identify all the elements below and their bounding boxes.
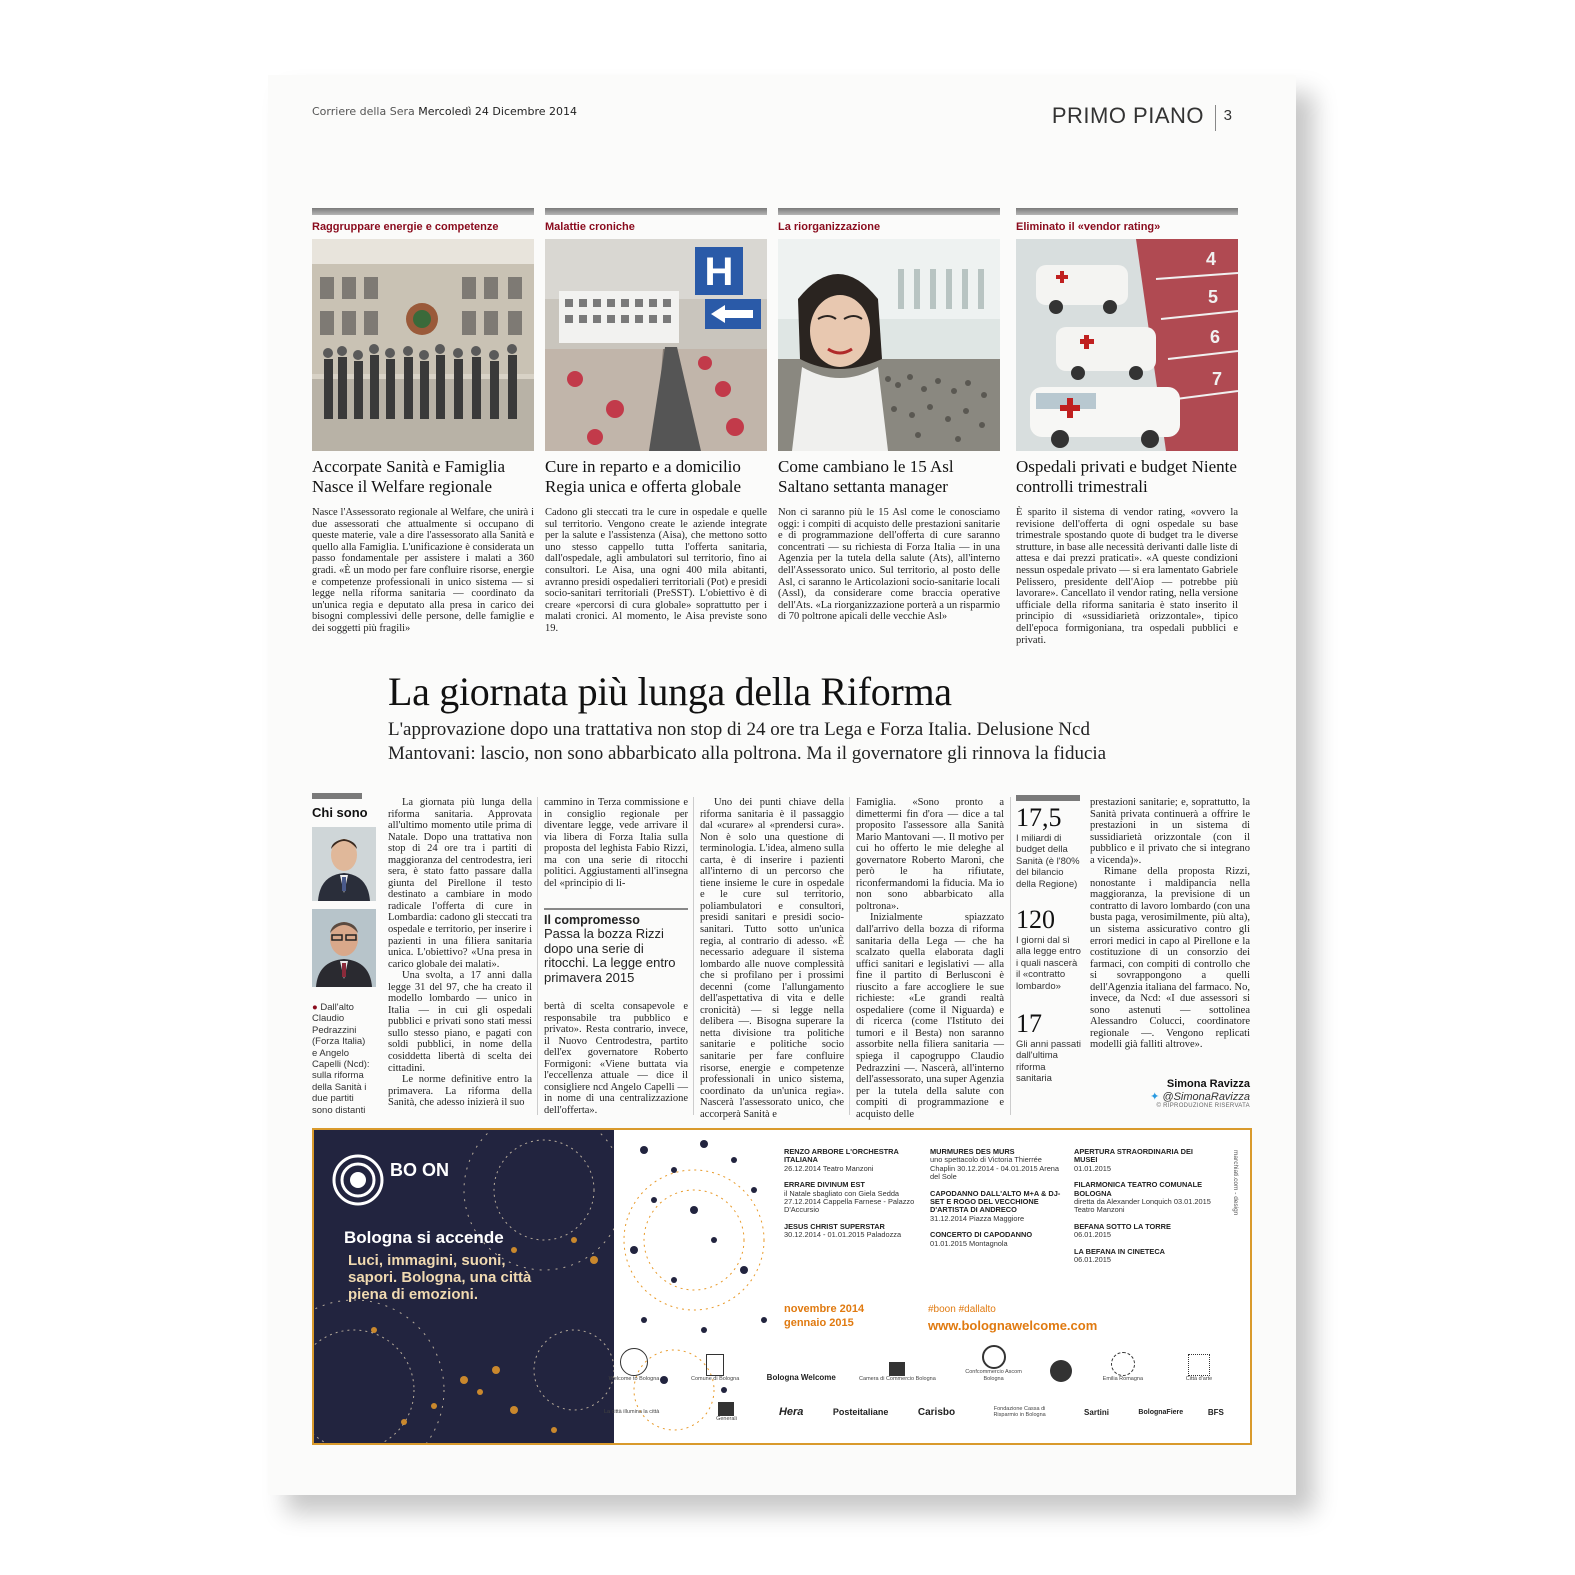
ad-subtitle: Luci, immagini, suoni, sapori. Bologna, una città piena di emozioni. <box>348 1252 532 1303</box>
column-bar <box>778 208 1000 215</box>
column-body: È sparito il sistema di vendor rating, «ovvero la revisione dell'offerta di ogni ospedale su base trimestrale spostando quote di budget tra le diverse strutture, in base alle necessità derivanti dalle liste di attesa e dai prezzi praticati». «A queste condizioni nessun ospedale privato — si era lamentato Gabriele Pelissero, presidente dell'Aiop — potrebbe più lavorare». Cancellato il vendor rating, nella versione ufficiale della riforma sanitaria è stato inserito il principio di «sussidiarietà orizzontale», tipico dell'epoca formigoniana, tra ospedali pubblici e privati. <box>1016 507 1238 646</box>
chi-sono-bar <box>312 793 362 799</box>
caption-text: Dall'alto Claudio Pedrazzini (Forza Italia) e Angelo Capelli (Ncd): sulla riforma della Sanità i due partiti sono distanti <box>312 1002 370 1116</box>
event-item <box>930 1190 1066 1224</box>
column-headline: Come cambiano le 15 Asl Saltano settanta manager <box>778 457 954 496</box>
author-name: Simona Ravizza <box>1166 1078 1250 1090</box>
svg-text:4: 4 <box>1206 249 1217 269</box>
ad-title: Bologna si accende <box>344 1228 504 1247</box>
event-title: CAPODANNO DALL'ALTO M+A & DJ-SET E ROGO DEL VECCHIONE D'ARTISTA DI ANDRECO <box>930 1188 1061 1215</box>
sponsor-logo <box>703 1402 749 1423</box>
column-divider <box>1010 797 1011 1115</box>
svg-text:5: 5 <box>1208 287 1219 307</box>
sponsor-name: Hera <box>778 1406 804 1418</box>
article-paragraph: Famiglia. «Sono pronto a dimettermi fin d'ora — dice a tal proposito l'assessore alla Sanità Mario Mantovani —. Il motivo per cui ho offerto le mie deleghe al governatore Roberto Maroni, che però le ha rifiutate, riconfermandomi la fiducia. Ma io non sono abbarbicato alla poltrona». <box>856 797 1004 912</box>
copyright-notice: © RIPRODUZIONE RISERVATA <box>1156 1103 1250 1109</box>
sponsor-name: Camera di Commercio Bologna <box>859 1375 936 1382</box>
figure-label: I miliardi di budget della Sanità (è l'80% del bilancio della Regione) <box>1016 833 1080 890</box>
article-paragraph: Le norme definitive entro la primavera. La riforma della Sanità, che adesso inizierà il suo <box>388 1074 532 1109</box>
sponsor-logo <box>1093 1352 1153 1383</box>
article-paragraph: bertà di scelta consapevole e responsabile tra pubblico e privato». Resta contrario, invece, il Nuovo Centrodestra, partito dell'ex governatore Roberto Formigoni: «Viene buttata via l'eccellenza attuale — dice il consigliere ncd Angelo Capelli — in nome di una centralizzazione dell'offerta». <box>544 1001 688 1116</box>
figure-label: Gli anni passati dall'ultima riforma sanitaria <box>1016 1039 1081 1085</box>
sponsor-name: Posteitaliane <box>832 1407 889 1417</box>
building-icon <box>889 1362 905 1376</box>
column-reorganization <box>778 208 1000 623</box>
portrait-capelli <box>312 909 376 987</box>
event-details: 06.01.2015 <box>1074 1230 1111 1240</box>
emblem-icon <box>620 1348 648 1376</box>
globe-logo-icon <box>1050 1360 1072 1382</box>
ad-url-link[interactable]: www.bolognawelcome.com <box>928 1318 1098 1333</box>
sponsor-name: Città d'arte <box>1185 1375 1213 1382</box>
newspaper-page <box>268 75 1296 1495</box>
twitter-bird-icon: ✦ <box>1150 1091 1160 1103</box>
article-column-3 <box>700 797 844 1120</box>
column-body: Nasce l'Assessorato regionale al Welfare, che unirà i due assessorati che attualmente si occupano di queste materie, vale a dire l'assessorato alla Sanità e quello alla Famiglia. L'unificazione è considerata un passo fondamentale per assistere i malati a 360 gradi. «È un modo per fare confluire risorse, energie e competenze professionali in unico sistema — si legge nella riforma sanitaria — coordinato da un'unica regia e deputato alla presa in carico dei bisogni complessivi delle persone, delle famiglie e dei soggetti più fragili» <box>312 507 534 634</box>
sponsor-name: Bologna Welcome <box>766 1373 836 1382</box>
box-text: Passa la bozza Rizzi dopo una serie di ritocchi. La legge entro primavera 2015 <box>544 926 676 985</box>
article-paragraph: Uno dei punti chiave della riforma sanitaria è il passaggio dal «curare» al «prendersi cura». Non è solo una questione di terminologia. L'idea, almeno sulla carta, è di inserire i pazienti all'interno di un percorso che tiene insieme le cure in ospedale e le cure sul territorio, poliambulatori e consultori, presidi sanitari e presidi socio-sanitari. Tutto sotto un'unica regia, al contrario di adesso. «È necessario adeguare il sistema lombardo alle nuove complessità che si profilano per i prossimi decenni (come l'allungamento dell'aspettativa di vita e delle cronicità) — si legge nella delibera —. Bisogna superare la netta divisione tra politiche sanitarie e politiche socio sanitarie per fare confluire risorse, energie e competenze professionali in unico sistema, coordinato da un'unica regia». Nascerà l'assessorato unico, che accorperà Sanità e <box>700 797 844 1120</box>
svg-text:H: H <box>704 250 734 294</box>
sponsor-name: BolognaFiere <box>1138 1408 1184 1416</box>
event-title: JESUS CHRIST SUPERSTAR <box>784 1221 885 1231</box>
key-figure <box>1016 803 1082 890</box>
column-divider <box>693 797 694 1115</box>
event-title: CONCERTO DI CAPODANNO <box>930 1230 1033 1240</box>
event-details: il Natale sbagliato con Giela Sedda 27.12.2014 Cappella Farnese - Palazzo D'Accursio <box>784 1188 915 1215</box>
sponsors-row-1 <box>604 1342 1224 1382</box>
event-item <box>1074 1248 1214 1265</box>
numbers-bar <box>1016 795 1080 801</box>
article-paragraph: Una svolta, a 17 anni dalla legge 31 del 97, che ha creato il modello lombardo — unico in Italia — in cui gli ospedali pubblici e privati sono stati messi sullo stesso piano, e pagati con soldi pubblici, in nome della cosiddetta libertà di scelta dei cittadini. <box>388 970 532 1074</box>
sponsor-name: Sartini <box>1084 1407 1109 1417</box>
photo-caption <box>312 1002 372 1116</box>
event-title: RENZO ARBORE L'ORCHESTRA ITALIANA <box>784 1147 899 1165</box>
column-divider <box>849 797 850 1115</box>
article-column-2 <box>544 797 688 889</box>
event-details: 01.01.2015 <box>1074 1163 1111 1173</box>
event-details: 06.01.2015 <box>1074 1255 1111 1265</box>
sponsor-name: Welcome to Bologna <box>608 1375 660 1382</box>
event-item <box>1074 1148 1214 1173</box>
column-headline: Accorpate Sanità e Famiglia Nasce il Welfare regionale <box>312 457 506 496</box>
event-item <box>930 1148 1066 1182</box>
column-body: Non ci saranno più le 15 Asl come le conosciamo oggi: i compiti di acquisto delle prestazioni sanitarie e di programmazione dell'offerta di cure saranno concentrati — su richiesta di Forza Italia — in una Agenzia per la tutela della salute (Ats), all'interno dell'Assessorato unico. Sul territorio, al posto delle Asl, ci saranno le Articolazioni socio-sanitarie locali (Assl), da considerare come braccia operative dell'Ats. «La riorganizzazione porterà a un risparmio di 70 poltrone apicali delle vecchie Asl» <box>778 507 1000 623</box>
crest-icon <box>706 1354 724 1376</box>
main-subtitle: L'approvazione dopo una trattativa non stop di 24 ore tra Lega e Forza Italia. Delusione Ncd Mantovani: lascio, non sono abbarbicato alla poltrona. Ma il governatore gli rinnova la fiducia <box>388 719 1107 764</box>
article-column-4 <box>856 797 1004 1120</box>
sponsor-logo <box>604 1348 664 1383</box>
sponsor-logo <box>959 1345 1029 1382</box>
photo-people-square <box>312 239 534 451</box>
article-column-1 <box>388 797 532 1109</box>
sponsor-name: La città illumina la città <box>604 1408 660 1415</box>
article-column-5 <box>1090 797 1250 1051</box>
event-title: LA BEFANA IN CINETECA <box>1074 1246 1166 1256</box>
event-item <box>784 1223 924 1240</box>
masthead <box>312 105 577 118</box>
event-details: 31.12.2014 Piazza Maggiore <box>930 1213 1025 1223</box>
event-item <box>784 1148 924 1173</box>
portrait-pedrazzini <box>312 827 376 901</box>
column-category: Raggruppare energie e competenze <box>312 221 499 233</box>
column-bar <box>545 208 767 215</box>
sponsor-name: Carisbo <box>917 1406 956 1418</box>
sponsor-name: Generali <box>716 1415 737 1422</box>
article-paragraph: Rimane della proposta Rizzi, nonostante i maldipancia nella maggioranza, la previsione di un contratto di lavoro lombardo (con una busta paga, verosimilmente, più alta), un sistema assicurativo contro gli errori medici in capo al Pirellone e la costituzione di un consorzio dei farmaci, con compiti di controllo che si sovrappongono a quelli dell'Agenzia italiana del farmaco. No, invece, da Ncd: «I due assessori si sono astenuti — sottolinea Alessandro Colucci, coordinatore regionale —. Vengono replicati modelli già falliti altrove». <box>1090 866 1250 1051</box>
column-category: Eliminato il «vendor rating» <box>1016 221 1161 233</box>
author-twitter[interactable] <box>1090 1090 1250 1103</box>
sponsor-name: Fondazione Cassa di Risparmio in Bologna <box>993 1405 1046 1418</box>
event-title: FILARMONICA TEATRO COMUNALE BOLOGNA <box>1074 1180 1203 1198</box>
column-vendor-rating <box>1016 208 1238 646</box>
event-title: MURMURES DES MURS <box>930 1147 1015 1156</box>
ad-dates: novembre 2014 gennaio 2015 <box>784 1303 865 1329</box>
column-divider <box>537 797 538 1115</box>
figure-value: 17,5 <box>1016 803 1062 832</box>
swirl-logo-icon <box>1111 1352 1135 1376</box>
chi-sono-heading: Chi sono <box>312 805 368 820</box>
event-item <box>784 1181 924 1215</box>
events-column-3 <box>1074 1148 1214 1264</box>
figure-label: I giorni dal sì alla legge entro i quali nascerà il «contratto lombardo» <box>1016 935 1081 992</box>
event-item <box>1074 1181 1214 1215</box>
key-figure <box>1016 905 1082 992</box>
sponsor-logo <box>857 1362 937 1383</box>
sponsor-name: Confcommercio Ascom Bologna <box>965 1369 1022 1382</box>
header-separator <box>1215 105 1216 131</box>
event-details: diretta da Alexander Lonquich 03.01.2015 Teatro Manzoni <box>1074 1197 1211 1215</box>
paper-name: Corriere della Sera <box>312 105 415 118</box>
sponsor-logo <box>685 1354 745 1383</box>
author-twitter-handle: @SimonaRavizza <box>1162 1091 1250 1103</box>
sponsor-name: Emilia Romagna <box>1102 1375 1144 1382</box>
event-title: BEFANA SOTTO LA TORRE <box>1074 1221 1171 1231</box>
events-column-2 <box>930 1148 1066 1248</box>
sponsors-row-2 <box>604 1398 1224 1426</box>
event-item <box>930 1231 1066 1248</box>
article-paragraph: Inizialmente spiazzato dall'arrivo della bozza di riforma sanitaria della Lega — che ha scalzato quella elaborata dagli uffici sanitari e legislativi — alla fine il partito di Berlusconi è riuscito a fare accogliere le sue richieste: «Le grandi realtà ospedaliere (come il Niguarda) e di ricerca (come l'Istituto dei tumori e il Besta) non saranno assorbite nella filiera sanitaria — spiega il capogruppo Claudio Pedrazzini —. Nascerà, all'interno dell'assessorato, una super Agenzia per la tutela della salute con compiti di programmazione e acquisto delle <box>856 912 1004 1120</box>
lion-logo-icon <box>718 1402 734 1416</box>
column-body: Cadono gli steccati tra le cure in ospedale e quelle sul territorio. Vengono create le aziende integrate per la salute e l'assistenza (Aisa), che mettono sotto uno stesso cappello tutta l'offerta sanitaria, dall'ospedale, agli ambulatori sul territorio, fino ai consultori. Le Aisa, una ogni 400 mila abitanti, avranno presidi ospedalieri territoriali (Pot) e presidi socio-sanitari territoriali (PreSST). L'obiettivo è di creare «percorsi di cura globale» soprattutto per i malati cronici. Al momento, le Aisa previste sono 19. <box>545 507 767 634</box>
ad-credit: marchiati.com - design <box>1232 1150 1239 1216</box>
svg-text:6: 6 <box>1210 327 1221 347</box>
event-title: ERRARE DIVINUM EST <box>784 1180 865 1190</box>
photo-ambulances-track <box>1016 239 1238 451</box>
svg-text:7: 7 <box>1212 369 1223 389</box>
box-title: Il compromesso <box>544 913 640 927</box>
column-headline: Ospedali privati e budget Niente controlli trimestrali <box>1016 457 1237 496</box>
photo-hospital-pins <box>545 239 767 451</box>
column-welfare <box>312 208 534 635</box>
section-title: PRIMO PIANO <box>1051 103 1204 128</box>
article-paragraph: prestazioni sanitarie; e, soprattutto, la Sanità privata continuerà a offrire le prestazioni in un sistema di sussidiarietà orizzontale (con il pubblico e il privato che si integrano a vicenda)». <box>1090 797 1250 866</box>
issue-date: Mercoledì 24 Dicembre 2014 <box>418 105 577 118</box>
column-category: Malattie croniche <box>545 221 635 233</box>
circle-logo-icon <box>982 1345 1006 1369</box>
event-details: uno spettacolo di Victoria Thierrée Chaplin 30.12.2014 - 04.01.2015 Arena del Sole <box>930 1155 1060 1182</box>
event-details: 01.01.2015 Montagnola <box>930 1238 1008 1248</box>
column-chronic <box>545 208 767 635</box>
sponsor-name: Comune di Bologna <box>690 1375 740 1382</box>
main-headline: La giornata più lunga della Riforma <box>388 669 952 714</box>
column-bar <box>1016 208 1238 215</box>
page-number: 3 <box>1223 107 1232 124</box>
bullet-icon: ● <box>312 1002 318 1013</box>
sponsor-name: BFS <box>1207 1407 1224 1417</box>
column-headline: Cure in reparto e a domicilio Regia unica e offerta globale <box>545 457 742 496</box>
compromise-box <box>544 908 688 985</box>
ad-hashtag: #boon #dallalto <box>928 1304 996 1315</box>
dots-logo-icon <box>1188 1354 1210 1376</box>
photo-woman-crowd <box>778 239 1000 451</box>
figure-value: 17 <box>1016 1009 1042 1038</box>
figure-value: 120 <box>1016 905 1055 934</box>
article-paragraph: cammino in Terza commissione e in consiglio regionale per diventare legge, vede arrivare il via libera di Forza Italia sulla proposta del leghista Fabio Rizzi, ma con una serie di ritocchi politici. Aggiustamenti all'insegna del «principio di li- <box>544 797 688 889</box>
ad-logo-text: BO ON <box>390 1160 450 1180</box>
key-figure <box>1016 1009 1082 1085</box>
event-details: 30.12.2014 - 01.01.2015 Paladozza <box>784 1230 902 1240</box>
event-title: APERTURA STRAORDINARIA DEI MUSEI <box>1074 1147 1193 1165</box>
byline <box>1090 1078 1250 1109</box>
column-bar <box>312 208 534 215</box>
article-paragraph: La giornata più lunga della riforma sanitaria. Approvata all'ultimo momento utile prima di Natale. Dopo una trattativa non stop di 24 ore tra i partiti di maggioranza del centrodestra, ieri sera, è stato fatto passare dalla giunta del Pirellone il testo destinato a cambiare in modo radicale l'offerta di cure in Lombardia: cadono gli steccati tra ospedale e territorio, per inserire i pazienti in una filiera sanitaria unica. L'obiettivo? «Una presa in carico globale dei malati». <box>388 797 532 970</box>
column-category: La riorganizzazione <box>778 221 881 233</box>
article-column-2b <box>544 1001 688 1116</box>
sponsor-logo <box>1174 1354 1224 1383</box>
bologna-advertisement <box>312 1128 1252 1445</box>
ad-artwork <box>314 1130 614 1443</box>
event-details: 26.12.2014 Teatro Manzoni <box>784 1163 874 1173</box>
event-item <box>1074 1223 1214 1240</box>
events-column-1 <box>784 1148 924 1240</box>
